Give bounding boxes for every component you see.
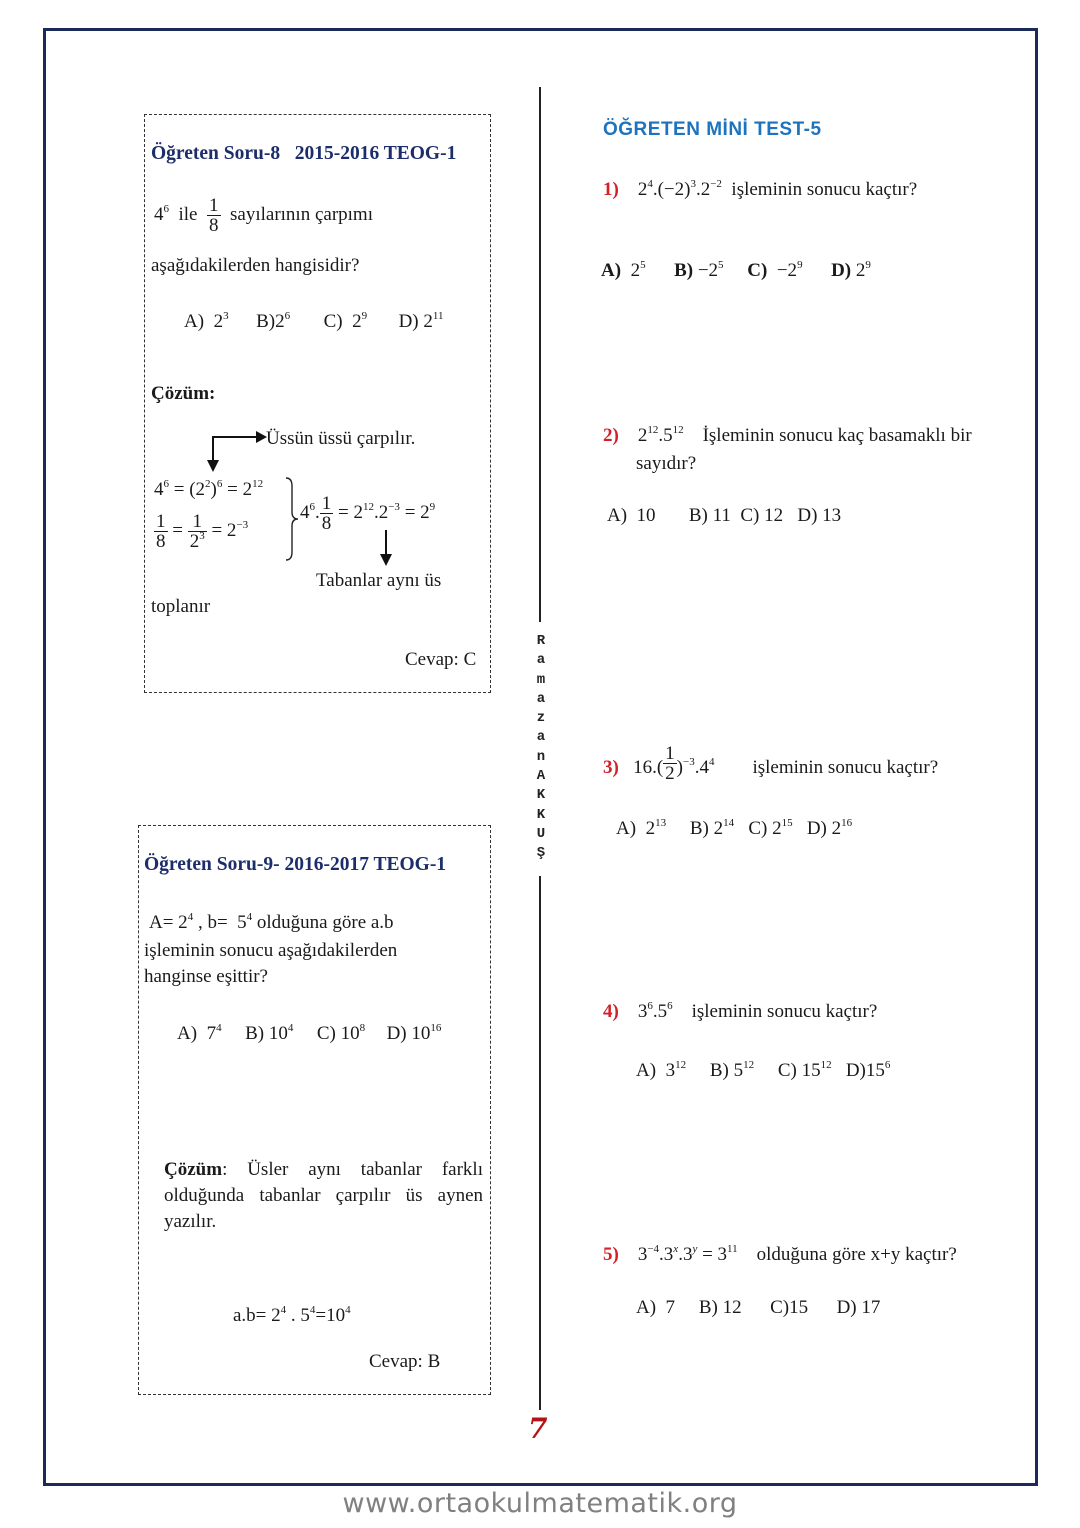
question-9-options <box>177 1024 441 1043</box>
question-8-text-line1: $4^6$ ile $\frac{1}{8}$ sayılarının çarpımı <box>154 195 373 236</box>
option-b[interactable]: B) $10^4$ <box>245 1022 294 1044</box>
solution-eq1: $4^6 = (2^2)^6 = 2^{12}$ <box>154 478 264 500</box>
brace-icon <box>284 476 300 562</box>
arrow-right-line <box>212 436 258 438</box>
author-letter: A <box>536 768 546 785</box>
mini-question-5: 5) $3^{-4}.3^x.3^y = 3^{11}$ olduğuna göre x+y kaçtır? <box>603 1243 957 1265</box>
author-letter: Ş <box>536 845 546 862</box>
arrow-down-head-icon <box>207 460 219 472</box>
mini-question-5-options <box>636 1298 880 1317</box>
question-8-text-line2: aşağıdakilerden hangisidir? <box>151 255 360 276</box>
question-9-text-line3: hanginse eşittir? <box>144 966 268 987</box>
base: 4 <box>154 203 164 225</box>
question-9-text-line1: $A= 2^4$ , $b= 5^4$ olduğuna göre a.b <box>149 911 394 933</box>
author-letter: K <box>536 787 546 804</box>
author-name-vertical <box>532 632 550 864</box>
option-a[interactable]: A) $2^3$ <box>184 310 229 332</box>
mini-question-3-options <box>616 819 852 838</box>
mini-question-4-options <box>636 1061 890 1080</box>
solution-eq3: $4^6$. $\frac{1}{8}$ = $2^{12}.2^{-3} = 2^9$ <box>300 493 436 534</box>
mini-question-1-options <box>601 242 871 280</box>
option-a[interactable]: A) $3^{12}$ <box>636 1059 687 1081</box>
column-divider-top <box>539 87 541 622</box>
option-d[interactable]: D) $2^{11}$ <box>398 310 444 332</box>
answer-8: Cevap: C <box>405 649 477 670</box>
option-c[interactable]: $C) -2^9$ <box>747 259 803 281</box>
option-a[interactable]: A) $7^4$ <box>177 1022 222 1044</box>
option-b[interactable]: $B)2^6$ <box>256 310 291 332</box>
option-c[interactable]: C) $15^{12}$ <box>777 1059 832 1081</box>
arrow-down-line <box>212 436 214 462</box>
arrow-down2-line <box>385 530 387 556</box>
note-power-of-power: Üssün üssü çarpılır. <box>266 428 416 449</box>
mini-question-1: 1) $2^4.(-2)^3.2^{-2}$ işleminin sonucu kaçtır? <box>603 178 918 200</box>
mini-question-2-line2: sayıdır? <box>636 453 697 474</box>
option-d[interactable]: $D)15^6$ <box>845 1059 891 1081</box>
option-b[interactable]: B) 12 <box>698 1297 742 1318</box>
option-b[interactable]: $B) -2^5$ <box>674 259 724 281</box>
option-b[interactable]: B) $5^{12}$ <box>709 1059 755 1081</box>
option-d[interactable]: D) $2^{16}$ <box>806 817 853 839</box>
author-letter: m <box>536 671 546 688</box>
option-a[interactable]: A) $2^{13}$ <box>616 817 667 839</box>
author-letter: a <box>536 652 546 669</box>
author-letter: n <box>536 748 546 765</box>
author-letter: K <box>536 806 546 823</box>
solution-9-result: $a.b= 2^4$ . $5^4=10^4$ <box>233 1304 351 1326</box>
note-same-base: Tabanlar aynı üs <box>316 570 442 591</box>
mini-question-2-options <box>607 506 841 525</box>
solution-9-text: Çözüm: Üsler aynı tabanlar farklı olduğunda tabanlar çarpılır üs aynen yazılır. <box>164 1159 483 1232</box>
page-number: 7 <box>528 1412 548 1445</box>
option-b[interactable]: B) 11 <box>688 505 731 526</box>
note-same-base-line2: toplanır <box>151 596 211 617</box>
author-letter: U <box>536 825 546 842</box>
option-d[interactable]: D) $2^9$ <box>831 259 871 281</box>
arrow-down2-head-icon <box>380 554 392 566</box>
option-c[interactable]: C) $10^8$ <box>316 1022 366 1044</box>
column-divider-bottom <box>539 876 541 1410</box>
question-8-options <box>184 312 443 331</box>
question-9-title: Öğreten Soru-9- 2016-2017 TEOG-1 <box>144 854 447 875</box>
option-a[interactable]: A) $2^5$ <box>601 259 646 281</box>
mini-question-4: 4) $3^6.5^6$ işleminin sonucu kaçtır? <box>603 1000 878 1022</box>
option-c[interactable]: C) $2^{15}$ <box>748 817 793 839</box>
author-letter: z <box>536 710 546 727</box>
option-b[interactable]: B) $2^{14}$ <box>689 817 735 839</box>
question-9-text-line2: işleminin sonucu aşağıdakilerden <box>144 940 398 961</box>
option-a[interactable]: A) 10 <box>607 505 656 526</box>
mini-question-2: 2) $2^{12}.5^{12}$ İşleminin sonucu kaç basamaklı bir <box>603 424 972 446</box>
option-d[interactable]: D) 13 <box>797 505 842 526</box>
mini-question-3: 3) 16.( $\frac{1}{2}$ )$^{-3}.4^4$ işleminin sonucu kaçtır? <box>603 743 939 784</box>
fraction: $\frac{1}{8}$ <box>209 195 219 236</box>
option-c[interactable]: C) $2^9$ <box>323 310 368 332</box>
option-a[interactable]: A) 7 <box>636 1297 676 1318</box>
question-8-title: Öğreten Soru-8 2015-2016 TEOG-1 <box>151 143 457 164</box>
option-c[interactable]: C)15 <box>770 1297 809 1318</box>
author-letter: a <box>536 729 546 746</box>
option-d[interactable]: D) $10^{16}$ <box>386 1022 442 1044</box>
author-letter: a <box>536 690 546 707</box>
option-c[interactable]: C) 12 <box>740 505 784 526</box>
solution-eq2: $\frac{1}{8}$ = $\frac{1}{2^3}$ = $2^{-3}$ <box>156 511 249 552</box>
author-letter: R <box>536 633 546 649</box>
solution-8-label: Çözüm: <box>151 383 216 404</box>
answer-9: Cevap: B <box>369 1351 441 1372</box>
option-d[interactable]: D) 17 <box>836 1297 881 1318</box>
footer-website-url: www.ortaokulmatematik.org <box>342 1488 738 1519</box>
mini-test-title: ÖĞRETEN MİNİ TEST-5 <box>603 119 822 140</box>
